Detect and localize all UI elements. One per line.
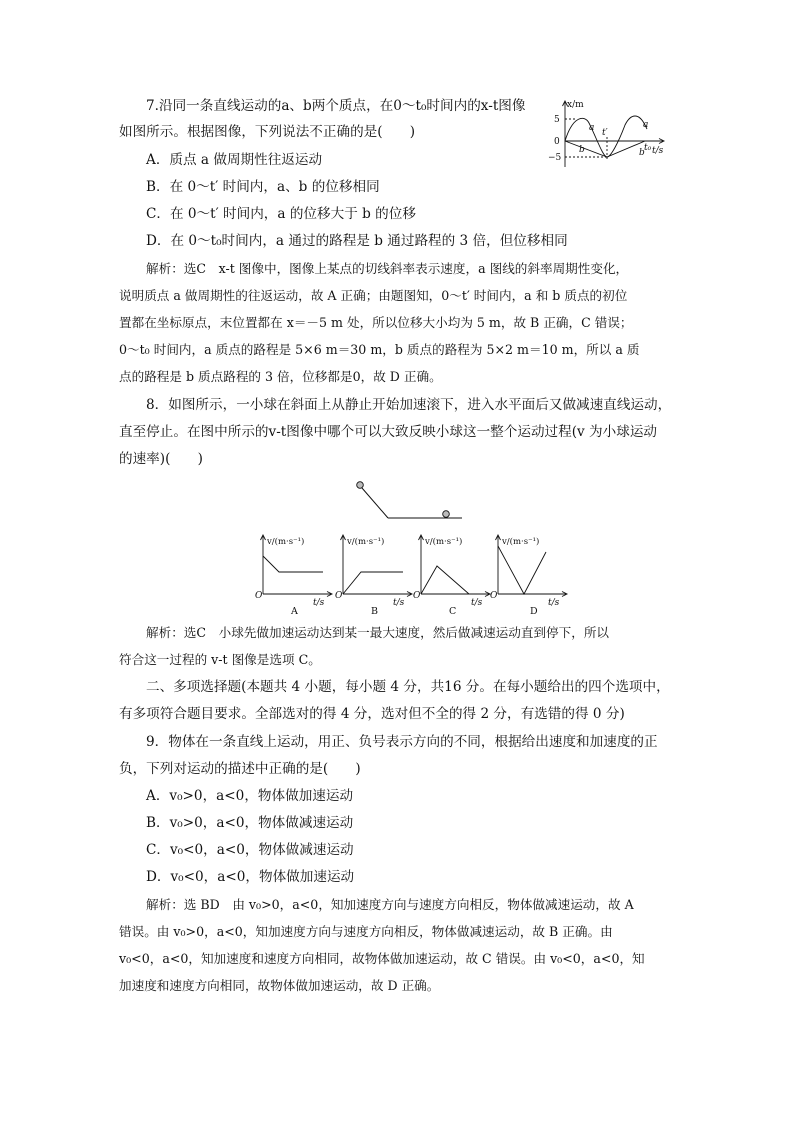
q8-c-curve [421, 566, 469, 594]
q8-b-origin: O [335, 591, 343, 601]
q8-a-caption: A [291, 606, 298, 617]
q7-option-b: B．在 0～t′ 时间内，a、b 的位移相同 [146, 179, 380, 195]
q8-answer-line2: 符合这一过程的 v-t 图像是选项 C。 [119, 652, 321, 667]
q7-label-t0: t₀ [644, 143, 652, 153]
q9-stem-line2: 负，下列对运动的描述中正确的是( ) [119, 761, 361, 777]
q7-answer-line1: 解析：选C x-t 图像中，图像上某点的切线斜率表示速度，a 图线的斜率周期性变化， [146, 261, 629, 276]
section-2-header-line2: 有多项符合题目要求。全部选对的得 4 分，选对但不全的得 2 分，有选错的得 0 分) [119, 706, 625, 722]
q9-option-b: B．v₀>0，a<0，物体做减速运动 [146, 815, 354, 831]
q9-answer-line3: v₀<0，a<0，知加速度和速度方向相同，故物体做加速运动，故 C 错误。由 v₀<0，a<0，知 [119, 951, 645, 966]
q8-b-x-label: t/s [393, 598, 405, 608]
q7-answer-line2: 说明质点 a 做周期性的往返运动，故 A 正确；由题图知，0～t′ 时间内，a 和 b 质点的初位 [119, 288, 628, 303]
q8-c-y-label: v/(m·s⁻¹) [425, 537, 463, 547]
q8-d-x-label: t/s [548, 598, 560, 608]
q8-d-y-label: v/(m·s⁻¹) [502, 537, 540, 547]
q7-curve-b [565, 141, 645, 157]
q9-stem-line1: 9．物体在一条直线上运动，用正、负号表示方向的不同，根据给出速度和加速度的正 [146, 734, 658, 750]
q7-answer-line4: 0～t₀ 时间内，a 质点的路程是 5×6 m＝30 m，b 质点的路程为 5×2 m＝10 m，所以 a 质 [119, 342, 640, 357]
q8-d-curve [498, 546, 546, 594]
q8-stem-line3: 的速率)( ) [119, 451, 203, 467]
q7-stem-line2: 如图所示。根据图像，下列说法不正确的是( ) [119, 124, 416, 140]
q8-a-origin: O [255, 591, 263, 601]
q7-label-a2: a [643, 120, 649, 130]
q8-slope-figure [350, 478, 470, 524]
q8-vt-graph-d [490, 532, 568, 616]
q8-c-x-label: t/s [471, 598, 483, 608]
q8-stem-line2: 直至停止。在图中所示的v-t图像中哪个可以大致反映小球这一整个运动过程(v 为小球运动 [119, 424, 658, 440]
q9-answer-line4: 加速度和速度方向相同，故物体做加速运动，故 D 正确。 [119, 978, 440, 993]
q7-label-a1: a [589, 123, 595, 133]
q8-b-y-label: v/(m·s⁻¹) [347, 537, 385, 547]
q8-a-y-label: v/(m·s⁻¹) [267, 537, 305, 547]
q9-option-d: D．v₀<0，a<0，物体做加速运动 [146, 869, 355, 885]
q7-answer-line3: 置都在坐标原点，末位置都在 x＝－5 m 处，所以位移大小均为 5 m，故 B 正确，C 错误； [119, 315, 633, 330]
q8-answer-line1: 解析：选C 小球先做加速运动达到某一最大速度，然后做减速运动直到停下，所以 [146, 625, 610, 640]
q8-stem-line1: 8．如图所示，一小球在斜面上从静止开始加速滚下，进入水平面后又做减速直线运动， [146, 397, 672, 413]
q8-ball-top [357, 482, 364, 489]
q7-tick-5: 5 [554, 115, 560, 125]
q7-option-c: C．在 0～t′ 时间内，a 的位移大于 b 的位移 [146, 206, 416, 222]
q8-incline [362, 488, 388, 518]
q7-label-b2: b [639, 148, 645, 158]
q8-ball-bottom [443, 511, 450, 518]
q9-option-a: A．v₀>0，a<0，物体做加速运动 [146, 788, 354, 804]
q7-tick-neg5: −5 [548, 153, 562, 163]
q8-vt-graph-b [335, 532, 413, 616]
q8-b-curve [343, 572, 403, 594]
q7-y-axis-label: x/m [567, 100, 584, 110]
q7-option-d: D．在 0～t₀时间内，a 通过的路程是 b 通过路程的 3 倍，但位移相同 [146, 233, 568, 249]
q7-option-a: A．质点 a 做周期性往返运动 [146, 152, 323, 168]
q7-answer-line5: 点的路程是 b 质点路程的 3 倍，位移都是0，故 D 正确。 [119, 369, 442, 384]
q7-xt-figure [545, 97, 675, 172]
section-2-header-line1: 二、多项选择题(本题共 4 小题，每小题 4 分，共16 分。在每小题给出的四个选项中， [146, 679, 670, 695]
q8-d-origin: O [490, 591, 498, 601]
q8-c-caption: C [449, 606, 457, 617]
q7-x-axis-label: t/s [652, 146, 664, 156]
q8-vt-graph-a [255, 532, 333, 616]
q9-option-c: C．v₀<0，a<0，物体做减速运动 [146, 842, 354, 858]
q8-c-origin: O [413, 591, 421, 601]
q8-a-x-label: t/s [313, 598, 325, 608]
q9-answer-line2: 错误。由 v₀>0，a<0，知加速度方向与速度方向相反，物体做减速运动，故 B 正确。由 [119, 924, 613, 939]
q8-b-caption: B [371, 606, 378, 617]
q8-d-caption: D [530, 606, 538, 617]
q7-stem-line1: 7.沿同一条直线运动的a、b两个质点，在0～t₀时间内的x-t图像 [146, 98, 526, 114]
q9-answer-line1: 解析：选 BD 由 v₀>0，a<0，知加速度方向与速度方向相反，物体做减速运动，故 A [146, 897, 634, 912]
q8-a-curve [263, 556, 323, 572]
q8-vt-graph-c [413, 532, 491, 616]
q7-label-b1: b [579, 145, 585, 155]
q7-label-tprime: t′ [602, 128, 608, 138]
q7-tick-0: 0 [554, 137, 560, 147]
